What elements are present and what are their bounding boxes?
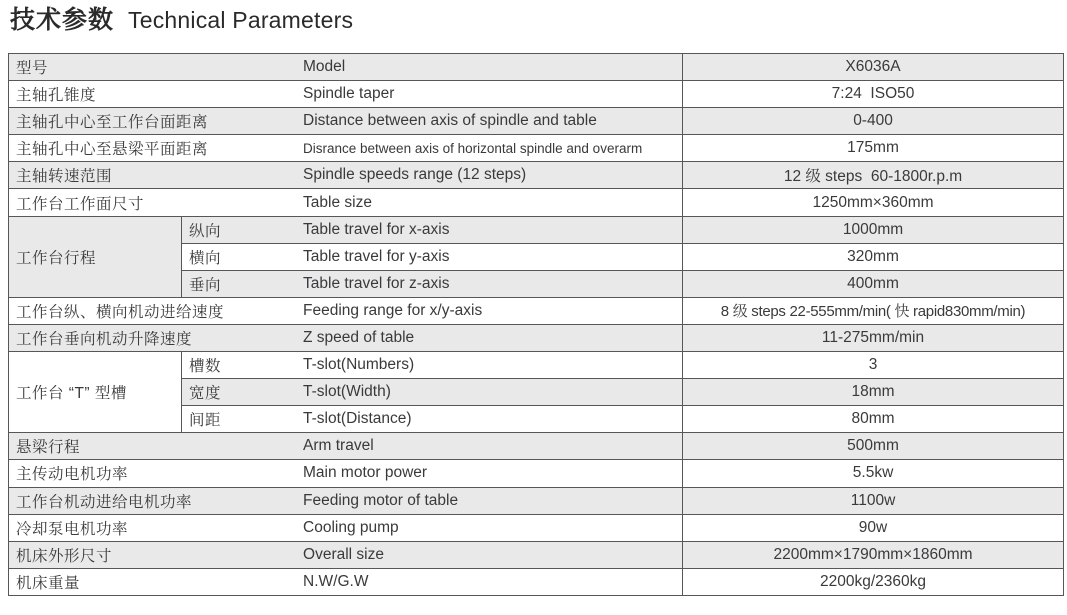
param-name-zh: 机床外形尺寸 <box>9 542 299 569</box>
table-row <box>9 54 1063 81</box>
param-name-zh: 工作台纵、横向机动进给速度 <box>9 298 299 325</box>
param-name-zh: 型号 <box>9 54 299 81</box>
param-name-en: Feeding range for x/y-axis <box>299 298 682 325</box>
param-value: 1000mm <box>682 217 1063 244</box>
param-name-en: T-slot(Numbers) <box>299 352 682 379</box>
table-row <box>9 569 1063 595</box>
param-name-zh: 工作台工作面尺寸 <box>9 189 299 216</box>
param-value: 8 级 steps 22-555mm/min( 快 rapid830mm/min) <box>682 298 1063 325</box>
table-row <box>9 298 1063 325</box>
param-name-en: Feeding motor of table <box>299 488 682 515</box>
param-name-zh: 主轴转速范围 <box>9 162 299 189</box>
param-group-zh: 工作台 “T” 型槽 <box>9 352 181 433</box>
page-title-chinese: 技术参数 <box>10 6 115 34</box>
param-name-en: Cooling pump <box>299 515 682 542</box>
param-value: 5.5kw <box>682 460 1063 487</box>
param-name-en: Main motor power <box>299 460 682 487</box>
page-title-english: Technical Parameters <box>128 7 354 33</box>
param-name-zh: 机床重量 <box>9 569 299 595</box>
param-name-en: Overall size <box>299 542 682 569</box>
table-row <box>9 162 1063 189</box>
param-name-en: N.W/G.W <box>299 569 682 595</box>
param-name-en: Distance between axis of spindle and table <box>299 108 682 135</box>
param-name-zh: 工作台垂向机动升降速度 <box>9 325 299 352</box>
param-subname-zh: 间距 <box>181 406 299 433</box>
param-name-zh: 主传动电机功率 <box>9 460 299 487</box>
param-name-zh: 主轴孔中心至悬梁平面距离 <box>9 135 299 162</box>
param-value: 80mm <box>682 406 1063 433</box>
table-row <box>9 433 1063 460</box>
param-value: 12 级 steps 60-1800r.p.m <box>682 162 1063 189</box>
table-row <box>9 189 1063 216</box>
param-name-en: Table travel for z-axis <box>299 271 682 298</box>
param-name-zh: 工作台机动进给电机功率 <box>9 488 299 515</box>
table-row <box>9 81 1063 108</box>
table-row <box>9 217 1063 244</box>
param-name-en: Z speed of table <box>299 325 682 352</box>
param-value: X6036A <box>682 54 1063 81</box>
param-value: 400mm <box>682 271 1063 298</box>
param-name-zh: 主轴孔中心至工作台面距离 <box>9 108 299 135</box>
param-name-en: T-slot(Distance) <box>299 406 682 433</box>
param-name-zh: 悬梁行程 <box>9 433 299 460</box>
table-row <box>9 460 1063 487</box>
technical-parameters-table <box>8 53 1064 596</box>
table-row <box>9 488 1063 515</box>
param-name-en: Table size <box>299 189 682 216</box>
table-row <box>9 352 1063 379</box>
param-subname-zh: 横向 <box>181 244 299 271</box>
param-subname-zh: 宽度 <box>181 379 299 406</box>
table-row <box>9 108 1063 135</box>
param-value: 2200mm×1790mm×1860mm <box>682 542 1063 569</box>
param-value: 2200kg/2360kg <box>682 569 1063 595</box>
param-name-en: Table travel for y-axis <box>299 244 682 271</box>
param-value: 1100w <box>682 488 1063 515</box>
param-name-en: Spindle taper <box>299 81 682 108</box>
param-value: 500mm <box>682 433 1063 460</box>
param-subname-zh: 槽数 <box>181 352 299 379</box>
param-value: 90w <box>682 515 1063 542</box>
param-name-en: Arm travel <box>299 433 682 460</box>
param-name-en: Model <box>299 54 682 81</box>
table-row <box>9 325 1063 352</box>
param-name-en: Spindle speeds range (12 steps) <box>299 162 682 189</box>
param-name-zh: 冷却泵电机功率 <box>9 515 299 542</box>
param-value: 320mm <box>682 244 1063 271</box>
table-row <box>9 542 1063 569</box>
param-subname-zh: 垂向 <box>181 271 299 298</box>
param-value: 1250mm×360mm <box>682 189 1063 216</box>
param-value: 18mm <box>682 379 1063 406</box>
param-value: 11-275mm/min <box>682 325 1063 352</box>
param-name-en: Disrance between axis of horizontal spindle and overarm <box>299 135 682 162</box>
param-group-zh: 工作台行程 <box>9 217 181 298</box>
param-name-en: T-slot(Width) <box>299 379 682 406</box>
table-row <box>9 135 1063 162</box>
param-name-en: Table travel for x-axis <box>299 217 682 244</box>
param-subname-zh: 纵向 <box>181 217 299 244</box>
param-value: 3 <box>682 352 1063 379</box>
param-name-zh: 主轴孔锥度 <box>9 81 299 108</box>
param-value: 7:24 ISO50 <box>682 81 1063 108</box>
page-title <box>10 4 353 40</box>
param-value: 175mm <box>682 135 1063 162</box>
param-value: 0-400 <box>682 108 1063 135</box>
table-row <box>9 515 1063 542</box>
